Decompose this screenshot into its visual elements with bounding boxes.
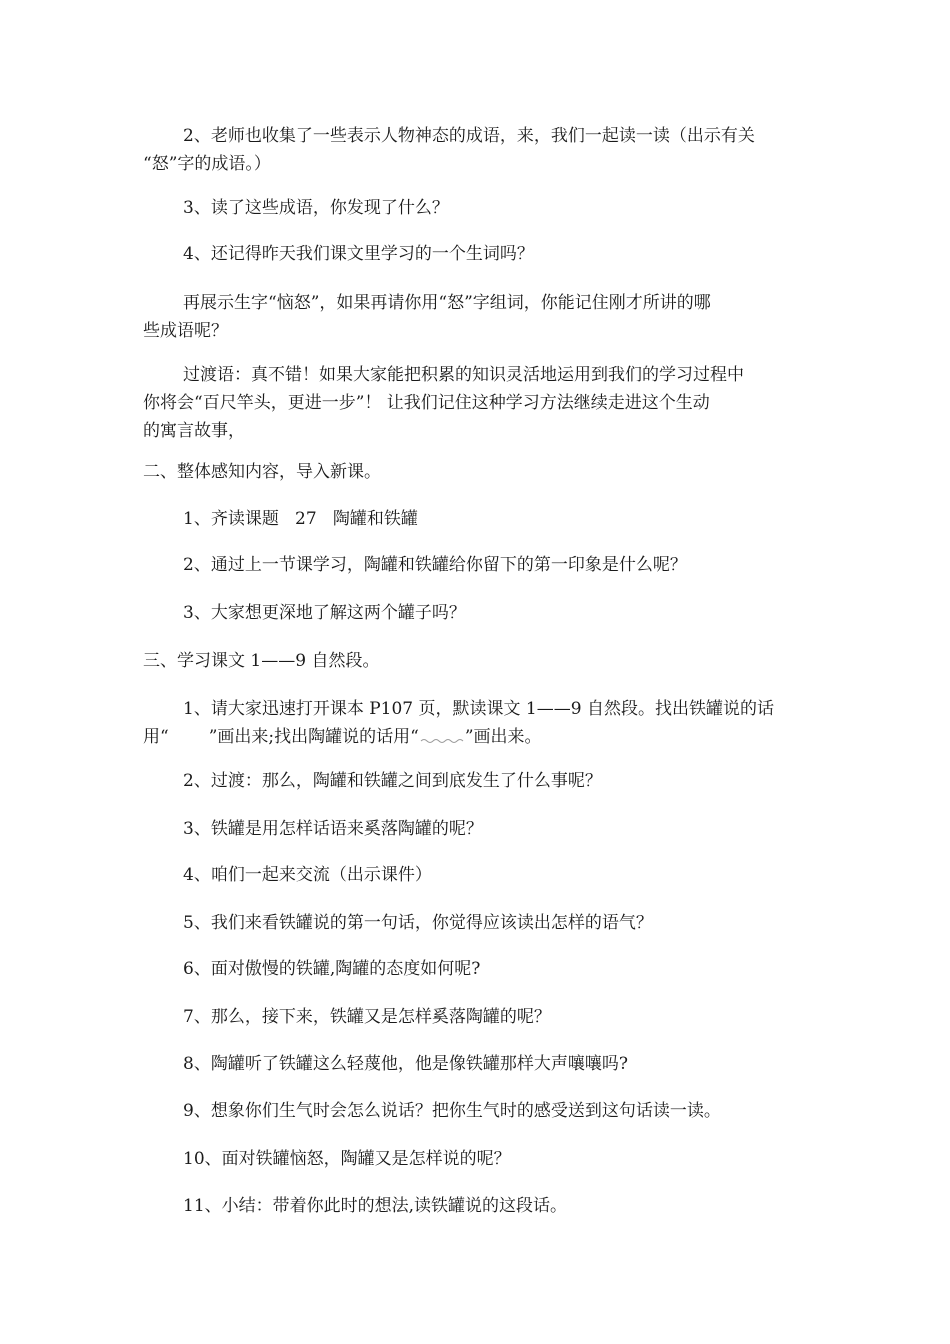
text-line: 2、通过上一节课学习，陶罐和铁罐给你留下的第一印象是什么呢？ — [183, 555, 687, 575]
text-line: 1、请大家迅速打开课本 P107 页，默读课文 1——9 自然段。找出铁罐说的话 — [183, 699, 774, 719]
text-line: 4、还记得昨天我们课文里学习的一个生词吗？ — [183, 244, 534, 264]
text-line: 1、齐读课题 27 陶罐和铁罐 — [183, 509, 418, 529]
text-line: 9、想象你们生气时会怎么说话？把你生气时的感受送到这句话读一读。 — [183, 1101, 721, 1121]
paragraph-iron-mock-next — [143, 1003, 813, 1031]
text-line: 6、面对傲慢的铁罐,陶罐的态度如何呢? — [183, 959, 481, 979]
paragraph-transition — [143, 361, 813, 445]
paragraph-first-sentence — [143, 909, 813, 937]
paragraph-clay-reaction — [143, 1050, 813, 1078]
paragraph-show-character — [143, 289, 813, 345]
heading-text: 三、学习课文 1——9 自然段。 — [143, 651, 380, 671]
text-line: 5、我们来看铁罐说的第一句话，你觉得应该读出怎样的语气？ — [183, 913, 653, 933]
paragraph-idioms-intro — [143, 122, 813, 178]
text-segment: ”画出来;找出陶罐说的话用“ — [208, 727, 419, 747]
paragraph-clay-reply — [143, 1145, 813, 1173]
text-line: 你将会“百尺竿头，更进一步”！ 让我们记住这种学习方法继续走进这个生动 — [143, 393, 710, 413]
paragraph-question-4 — [143, 240, 813, 268]
heading-text: 二、整体感知内容，导入新课。 — [143, 462, 381, 482]
text-line: 些成语呢？ — [143, 321, 228, 341]
paragraph-transition-2 — [143, 767, 813, 795]
text-line: 3、大家想更深地了解这两个罐子吗？ — [183, 603, 466, 623]
text-line: 10、面对铁罐恼怒，陶罐又是怎样说的呢？ — [183, 1149, 511, 1169]
text-line: 7、那么，接下来，铁罐又是怎样奚落陶罐的呢？ — [183, 1007, 551, 1027]
paragraph-imagine-angry — [143, 1097, 813, 1125]
paragraph-silent-reading — [143, 695, 813, 751]
section-heading-2 — [143, 458, 813, 486]
text-line: 3、铁罐是用怎样话语来奚落陶罐的呢？ — [183, 819, 483, 839]
text-line — [143, 723, 813, 751]
wavy-underline-mark — [419, 731, 465, 745]
paragraph-question-3 — [143, 194, 813, 222]
text-line: 再展示生字“恼怒”，如果再请你用“怒”字组词，你能记住刚才所讲的哪 — [183, 293, 711, 313]
paragraph-summary — [143, 1192, 813, 1220]
section-heading-3 — [143, 647, 813, 675]
text-line: 2、老师也收集了一些表示人物神态的成语，来，我们一起读一读（出示有关 — [183, 126, 755, 146]
text-segment: ”画出来。 — [464, 727, 542, 747]
paragraph-first-impression — [143, 551, 813, 579]
paragraph-exchange — [143, 861, 813, 889]
paragraph-clay-attitude — [143, 955, 813, 983]
text-line: 过渡语：真不错！如果大家能把积累的知识灵活地运用到我们的学习过程中 — [183, 365, 744, 385]
text-line: 的寓言故事， — [143, 421, 245, 441]
text-line: 11、小结：带着你此时的想法,读铁罐说的这段话。 — [183, 1196, 568, 1216]
text-segment: 用“ — [143, 727, 169, 747]
paragraph-read-title — [143, 505, 813, 533]
text-line: 8、陶罐听了铁罐这么轻蔑他，他是像铁罐那样大声嚷嚷吗? — [183, 1054, 628, 1074]
text-line: 2、过渡：那么，陶罐和铁罐之间到底发生了什么事呢？ — [183, 771, 602, 791]
text-line: 4、咱们一起来交流（出示课件） — [183, 865, 432, 885]
text-line: 3、读了这些成语，你发现了什么？ — [183, 198, 449, 218]
text-line: “怒”字的成语。） — [143, 154, 271, 174]
paragraph-iron-mock — [143, 815, 813, 843]
paragraph-know-more — [143, 599, 813, 627]
